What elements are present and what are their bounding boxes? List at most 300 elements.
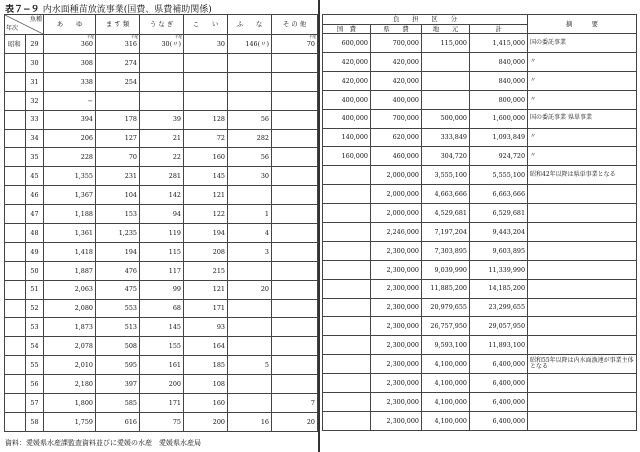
cell-koi: 160 (184, 394, 228, 413)
cell-kuni (323, 185, 371, 204)
cell-ayu: − (44, 91, 96, 110)
row-year: 55 (26, 356, 44, 375)
cell-ayu: 2,063 (44, 280, 96, 299)
row-era (5, 129, 26, 148)
table-row (5, 261, 318, 280)
cell-kei: 9,603,895 (470, 241, 528, 260)
cell-masu: 316 (124, 39, 137, 48)
table-row (5, 205, 318, 224)
cell-other (272, 356, 318, 375)
row-era (5, 261, 26, 280)
cell-ayu: 1,418 (44, 242, 96, 261)
cell-funa (228, 299, 272, 318)
cell-masu: 1,235 (96, 224, 140, 243)
cell-ken: 2,300,000 (371, 260, 422, 279)
cell-funa (228, 261, 272, 280)
cell-koi: 208 (184, 242, 228, 261)
cell-remarks: 〃 (528, 147, 637, 166)
unit-label: 千尾 (308, 35, 316, 39)
cell-masu: 254 (96, 72, 140, 91)
table-row (323, 336, 637, 355)
cell-ken: 2,300,000 (371, 298, 422, 317)
row-era (5, 356, 26, 375)
cell-kuni (323, 336, 371, 355)
cell-funa: 146(〃) (228, 35, 272, 54)
cell-remarks (528, 279, 637, 298)
table-subtitle: 内水面種苗放流事業(国費、県費補助関係) (42, 5, 212, 15)
cell-remarks (528, 374, 637, 393)
cell-funa: 282 (228, 129, 272, 148)
cell-unagi: 200 (140, 375, 184, 394)
cell-other (272, 91, 318, 110)
row-year: 57 (26, 394, 44, 413)
row-era (5, 318, 26, 337)
cell-kei: 14,185,200 (470, 279, 528, 298)
cell-kei: 11,339,990 (470, 260, 528, 279)
cell-remarks (528, 393, 637, 412)
cell-unagi: 39 (140, 110, 184, 129)
row-era (5, 375, 26, 394)
cell-masu (96, 91, 140, 110)
cell-funa (228, 337, 272, 356)
row-era (5, 167, 26, 186)
table-row (5, 72, 318, 91)
table-row (323, 34, 637, 53)
cell-unagi (140, 72, 184, 91)
table-row (323, 411, 637, 430)
cell-jimoto: 7,197,204 (422, 223, 470, 242)
cell-ken: 2,000,000 (371, 185, 422, 204)
cell-ayu: 1,367 (44, 186, 96, 205)
cell-other (272, 205, 318, 224)
cell-ayu: 1,361 (44, 224, 96, 243)
cell-ken: 2,000,000 (371, 166, 422, 185)
cell-funa (228, 394, 272, 413)
cell-kei: 6,663,666 (470, 185, 528, 204)
table-row (5, 35, 318, 54)
table-row (5, 110, 318, 129)
cell-ayu: 360 (80, 39, 93, 48)
cell-remarks: 国の委託事業 (528, 34, 637, 53)
cell-koi: 164 (184, 337, 228, 356)
table-row (5, 412, 318, 431)
cell-koi: 121 (184, 280, 228, 299)
cell-kei: 1,415,000 (470, 34, 528, 53)
cell-koi: 215 (184, 261, 228, 280)
right-table-body (323, 15, 637, 431)
cell-unagi: 119 (140, 224, 184, 243)
cell-ayu: 394 (44, 110, 96, 129)
table-row (5, 224, 318, 243)
row-year: 32 (26, 91, 44, 110)
remarks-header: 摘 要 (528, 15, 637, 34)
cell-jimoto: 9,593,100 (422, 336, 470, 355)
row-year: 53 (26, 318, 44, 337)
cell-kuni: 420,000 (323, 53, 371, 72)
row-era (5, 299, 26, 318)
cell-masu: 476 (96, 261, 140, 280)
cell-kei: 6,400,000 (470, 411, 528, 430)
cell-ken: 420,000 (371, 71, 422, 90)
release-quantity-table (4, 14, 318, 432)
table-row (323, 147, 637, 166)
cell-funa (228, 318, 272, 337)
row-year: 54 (26, 337, 44, 356)
cell-other (272, 299, 318, 318)
table-row (323, 185, 637, 204)
row-era (5, 72, 26, 91)
cell-masu: 104 (96, 186, 140, 205)
cell-jimoto: 4,529,681 (422, 204, 470, 223)
unit-label: 千尾 (174, 35, 182, 39)
cell-kei: 5,555,100 (470, 166, 528, 185)
unit-label: 千尾 (130, 35, 138, 39)
cell-unagi: 68 (140, 299, 184, 318)
cell-ken: 420,000 (371, 53, 422, 72)
cell-koi: 128 (184, 110, 228, 129)
cell-jimoto: 26,757,950 (422, 317, 470, 336)
col-header-jimoto: 地 元 (422, 25, 470, 34)
cell-jimoto: 333,849 (422, 128, 470, 147)
cell-remarks (528, 223, 637, 242)
row-era (5, 148, 26, 167)
cell-kuni (323, 317, 371, 336)
cell-other (272, 261, 318, 280)
cell-other (272, 186, 318, 205)
cell-jimoto: 115,000 (422, 34, 470, 53)
row-year: 51 (26, 280, 44, 299)
cell-ken: 2,000,000 (371, 204, 422, 223)
col-header-ayu: あ ゆ (44, 15, 96, 35)
cell-other (272, 224, 318, 243)
cell-remarks (528, 241, 637, 260)
cell-kei: 924,720 (470, 147, 528, 166)
species-label: 魚種 (29, 16, 42, 23)
col-header-ken: 県 費 (371, 25, 422, 34)
cell-jimoto: 500,000 (422, 109, 470, 128)
cell-ayu: 2,078 (44, 337, 96, 356)
cell-ayu: 2,080 (44, 299, 96, 318)
cell-ayu: 1,188 (44, 205, 96, 224)
col-header-masu: ま す 類 (96, 15, 140, 35)
table-row (5, 337, 318, 356)
table-row (5, 375, 318, 394)
row-era (5, 91, 26, 110)
row-era (5, 242, 26, 261)
cell-unagi: 115 (140, 242, 184, 261)
row-year: 48 (26, 224, 44, 243)
cell-kuni (323, 411, 371, 430)
cell-koi: 122 (184, 205, 228, 224)
cell-ayu: 228 (44, 148, 96, 167)
cell-jimoto: 11,885,200 (422, 279, 470, 298)
cell-unagi (140, 54, 184, 73)
cell-remarks (528, 317, 637, 336)
row-era (5, 394, 26, 413)
cell-other (272, 129, 318, 148)
row-era (5, 54, 26, 73)
cell-other (272, 318, 318, 337)
cell-ken: 2,300,000 (371, 411, 422, 430)
cell-unagi: 117 (140, 261, 184, 280)
cell-remarks (528, 336, 637, 355)
col-header-kei: 計 (470, 25, 528, 34)
cell-other (272, 337, 318, 356)
cell-jimoto: 4,100,000 (422, 355, 470, 374)
cell-jimoto (422, 71, 470, 90)
cell-remarks: 昭和42年以降は県単事業となる (528, 166, 637, 185)
cell-remarks: 〃 (528, 90, 637, 109)
table-row (5, 167, 318, 186)
cell-ken: 2,300,000 (371, 374, 422, 393)
cell-remarks: 昭和55年以降は内水面漁連が事業主体となる (528, 355, 637, 374)
row-year: 30 (26, 54, 44, 73)
table-row (5, 299, 318, 318)
col-header-kuni: 国 費 (323, 25, 371, 34)
left-table-body (5, 15, 318, 432)
table-row (323, 166, 637, 185)
page-spine-divider (318, 0, 320, 452)
table-row (323, 241, 637, 260)
cell-funa (228, 72, 272, 91)
table-row (323, 317, 637, 336)
cell-unagi: 171 (140, 394, 184, 413)
cell-jimoto: 4,100,000 (422, 393, 470, 412)
table-row (5, 91, 318, 110)
cell-kuni: 160,000 (323, 147, 371, 166)
table-row (5, 318, 318, 337)
table-row (5, 394, 318, 413)
cell-kuni: 400,000 (323, 109, 371, 128)
cell-funa: 20 (228, 280, 272, 299)
table-row (5, 148, 318, 167)
row-era (5, 412, 26, 431)
table-row (5, 129, 318, 148)
cell-ken: 2,300,000 (371, 336, 422, 355)
cell-masu: 475 (96, 280, 140, 299)
cell-koi: 145 (184, 167, 228, 186)
cell-kuni (323, 374, 371, 393)
cell-kuni (323, 166, 371, 185)
row-year: 56 (26, 375, 44, 394)
table-row (323, 298, 637, 317)
row-era (5, 337, 26, 356)
cell-unagi-cell (140, 35, 184, 54)
cell-ayu: 1,873 (44, 318, 96, 337)
cell-kei: 11,893,100 (470, 336, 528, 355)
cell-ken: 2,300,000 (371, 355, 422, 374)
cell-ayu: 2,180 (44, 375, 96, 394)
cell-masu: 397 (96, 375, 140, 394)
table-row (323, 374, 637, 393)
cell-kuni: 400,000 (323, 90, 371, 109)
cell-kuni (323, 223, 371, 242)
cell-jimoto: 20,979,655 (422, 298, 470, 317)
cell-unagi: 161 (140, 356, 184, 375)
cell-kuni: 140,000 (323, 128, 371, 147)
cell-ayu: 2,010 (44, 356, 96, 375)
cell-koi: 185 (184, 356, 228, 375)
cell-unagi: 142 (140, 186, 184, 205)
cell-jimoto: 9,039,990 (422, 260, 470, 279)
cell-koi: 121 (184, 186, 228, 205)
cell-kei: 1,093,849 (470, 128, 528, 147)
row-year: 29 (26, 35, 44, 54)
cell-kuni (323, 355, 371, 374)
cell-kei: 800,000 (470, 90, 528, 109)
cell-other (272, 167, 318, 186)
table-row (323, 71, 637, 90)
table-row (323, 223, 637, 242)
cell-ken: 460,000 (371, 147, 422, 166)
cell-ken: 2,246,000 (371, 223, 422, 242)
table-row (5, 242, 318, 261)
table-row (5, 280, 318, 299)
cell-kuni: 420,000 (323, 71, 371, 90)
cell-kei: 6,400,000 (470, 355, 528, 374)
row-year: 33 (26, 110, 44, 129)
cell-masu: 595 (96, 356, 140, 375)
cell-koi: 200 (184, 412, 228, 431)
cell-kei: 6,400,000 (470, 374, 528, 393)
table-row (323, 90, 637, 109)
cell-koi: 30 (184, 35, 228, 54)
cell-kuni (323, 241, 371, 260)
cell-koi: 72 (184, 129, 228, 148)
cell-koi: 108 (184, 375, 228, 394)
cell-kei: 29,057,950 (470, 317, 528, 336)
cell-kuni (323, 298, 371, 317)
left-header-row (5, 15, 318, 35)
row-year: 49 (26, 242, 44, 261)
table-row (5, 186, 318, 205)
cell-ayu: 1,800 (44, 394, 96, 413)
row-era (5, 186, 26, 205)
col-header-funa: ふ な (228, 15, 272, 35)
row-year: 34 (26, 129, 44, 148)
cell-koi: 171 (184, 299, 228, 318)
cell-kei: 1,600,000 (470, 109, 528, 128)
cell-ken: 700,000 (371, 109, 422, 128)
cell-ken: 400,000 (371, 90, 422, 109)
cell-masu: 70 (96, 148, 140, 167)
burden-group-header: 負 担 区 分 (323, 15, 528, 25)
cell-masu: 585 (96, 394, 140, 413)
cell-unagi (140, 91, 184, 110)
cell-kei: 840,000 (470, 71, 528, 90)
cell-ayu-cell (44, 35, 96, 54)
cell-funa (228, 54, 272, 73)
cell-remarks (528, 298, 637, 317)
cell-remarks (528, 411, 637, 430)
cell-funa: 1 (228, 205, 272, 224)
col-header-koi: こ い (184, 15, 228, 35)
row-year: 31 (26, 72, 44, 91)
cell-koi (184, 54, 228, 73)
cell-jimoto (422, 90, 470, 109)
table-row (323, 53, 637, 72)
cell-ken: 2,300,000 (371, 317, 422, 336)
cell-remarks: 〃 (528, 128, 637, 147)
row-era (5, 110, 26, 129)
cell-remarks: 〃 (528, 71, 637, 90)
cell-kuni (323, 279, 371, 298)
cell-masu: 616 (96, 412, 140, 431)
row-year: 52 (26, 299, 44, 318)
row-era (5, 205, 26, 224)
row-era (5, 280, 26, 299)
table-row (5, 356, 318, 375)
cell-other (272, 54, 318, 73)
right-header-group-row (323, 15, 637, 25)
cell-funa: 56 (228, 148, 272, 167)
cell-koi: 194 (184, 224, 228, 243)
cell-kuni (323, 204, 371, 223)
cell-jimoto: 4,663,666 (422, 185, 470, 204)
cell-remarks (528, 260, 637, 279)
cell-unagi: 99 (140, 280, 184, 299)
cell-masu: 553 (96, 299, 140, 318)
table-number: 表７−９ (5, 5, 40, 15)
cell-remarks: 〃 (528, 53, 637, 72)
cell-masu: 508 (96, 337, 140, 356)
table-row (323, 393, 637, 412)
cell-koi (184, 91, 228, 110)
cell-unagi: 75 (140, 412, 184, 431)
cell-kuni (323, 260, 371, 279)
year-species-header (5, 15, 44, 35)
cell-remarks (528, 185, 637, 204)
cell-unagi: 21 (140, 129, 184, 148)
unit-label: 千尾 (86, 35, 94, 39)
cell-ayu: 338 (44, 72, 96, 91)
row-era: 昭和 (5, 35, 26, 54)
cell-unagi: 94 (140, 205, 184, 224)
cell-funa (228, 186, 272, 205)
cell-other (272, 375, 318, 394)
cell-funa (228, 91, 272, 110)
cell-ayu: 1,887 (44, 261, 96, 280)
cell-other (272, 148, 318, 167)
cell-masu: 231 (96, 167, 140, 186)
row-year: 58 (26, 412, 44, 431)
table-row (323, 355, 637, 374)
table-row (323, 260, 637, 279)
cell-unagi: 281 (140, 167, 184, 186)
cell-unagi: 155 (140, 337, 184, 356)
cell-ken: 2,300,000 (371, 241, 422, 260)
cell-jimoto: 304,720 (422, 147, 470, 166)
table-row (323, 279, 637, 298)
cell-ayu: 206 (44, 129, 96, 148)
cost-burden-table (322, 14, 637, 431)
cell-unagi: 30(〃) (161, 39, 181, 48)
table-row (323, 128, 637, 147)
cell-masu: 194 (96, 242, 140, 261)
cell-remarks (528, 204, 637, 223)
cell-kuni: 600,000 (323, 34, 371, 53)
cell-funa: 30 (228, 167, 272, 186)
cell-funa: 16 (228, 412, 272, 431)
col-header-unagi: う な ぎ (140, 15, 184, 35)
cell-ken: 2,300,000 (371, 279, 422, 298)
cell-masu: 513 (96, 318, 140, 337)
cell-funa: 3 (228, 242, 272, 261)
year-label: 年次 (6, 25, 19, 32)
cell-koi (184, 72, 228, 91)
row-year: 50 (26, 261, 44, 280)
row-year: 47 (26, 205, 44, 224)
